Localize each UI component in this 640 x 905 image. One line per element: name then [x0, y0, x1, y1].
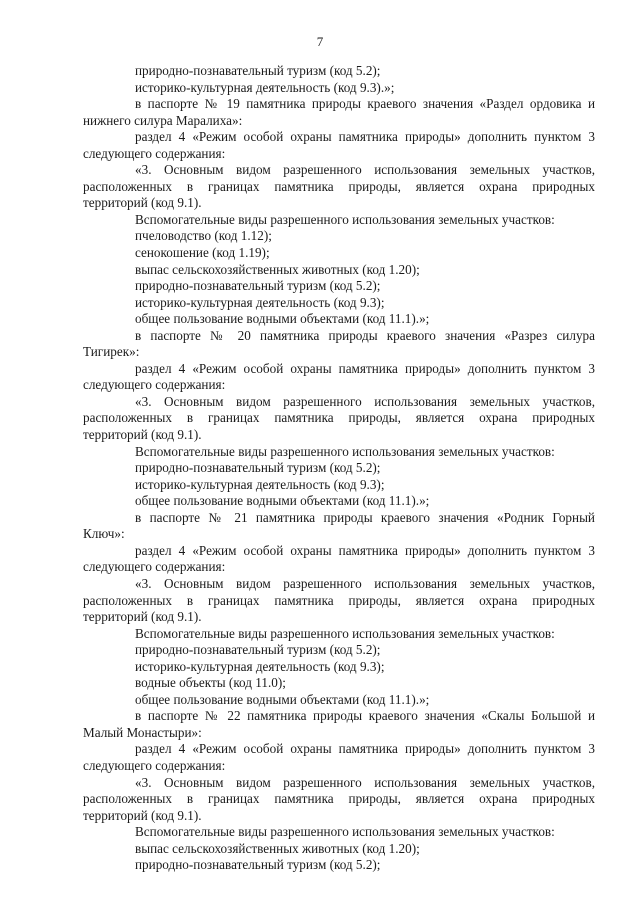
paragraph-line: следующего содержания:: [83, 757, 226, 773]
list-item: выпас сельскохозяйственных животных (код 1.20);: [135, 261, 420, 277]
list-item: общее пользование водными объектами (код 11.1).»;: [135, 493, 430, 509]
list-item: выпас сельскохозяйственных животных (код 1.20);: [135, 840, 420, 856]
paragraph-line: следующего содержания:: [83, 145, 226, 161]
paragraph-line: «3. Основным видом разрешенного использования земельных участков,: [135, 162, 595, 178]
paragraph-line: расположенных в границах памятника природы, является охрана природных: [83, 791, 595, 807]
paragraph-line: в паспорте № 19 памятника природы краевого значения «Раздел ордовика и: [135, 96, 595, 112]
list-item: историко-культурная деятельность (код 9.3);: [135, 294, 385, 310]
paragraph-line: территорий (код 9.1).: [83, 195, 202, 211]
paragraph-line: нижнего силура Маралиха»:: [83, 112, 243, 128]
list-item: историко-культурная деятельность (код 9.3);: [135, 476, 385, 492]
list-item: пчеловодство (код 1.12);: [135, 228, 272, 244]
document-body: [83, 63, 595, 874]
paragraph-line: территорий (код 9.1).: [83, 427, 202, 443]
paragraph-line: Вспомогательные виды разрешенного использования земельных участков:: [135, 625, 555, 641]
list-item: природно-познавательный туризм (код 5.2);: [135, 857, 381, 873]
paragraph-line: раздел 4 «Режим особой охраны памятника природы» дополнить пунктом 3: [135, 360, 595, 376]
paragraph-line: в паспорте № 22 памятника природы краевого значения «Скалы Большой и: [135, 708, 595, 724]
paragraph-line: Вспомогательные виды разрешенного использования земельных участков:: [135, 443, 555, 459]
paragraph-line: территорий (код 9.1).: [83, 807, 202, 823]
list-item: природно-познавательный туризм (код 5.2);: [135, 460, 381, 476]
paragraph-line: следующего содержания:: [83, 377, 226, 393]
paragraph-line: раздел 4 «Режим особой охраны памятника природы» дополнить пунктом 3: [135, 542, 595, 558]
paragraph-line: расположенных в границах памятника природы, является охрана природных: [83, 592, 595, 608]
page-number: 7: [316, 34, 324, 49]
paragraph-line: «3. Основным видом разрешенного использования земельных участков,: [135, 575, 595, 591]
paragraph-line: следующего содержания:: [83, 559, 226, 575]
paragraph-line: расположенных в границах памятника природы, является охрана природных: [83, 410, 595, 426]
list-item: общее пользование водными объектами (код 11.1).»;: [135, 311, 430, 327]
paragraph-line: раздел 4 «Режим особой охраны памятника природы» дополнить пунктом 3: [135, 741, 595, 757]
list-item: природно-познавательный туризм (код 5.2);: [135, 63, 381, 78]
paragraph-line: в паспорте № 21 памятника природы краевого значения «Родник Горный: [135, 509, 595, 525]
paragraph-line: Тигирек»:: [83, 344, 140, 360]
list-item: историко-культурная деятельность (код 9.3);: [135, 658, 385, 674]
list-item: историко-культурная деятельность (код 9.3).»;: [135, 79, 395, 95]
paragraph-line: Ключ»:: [83, 526, 125, 542]
paragraph-line: «3. Основным видом разрешенного использования земельных участков,: [135, 393, 595, 409]
list-item: природно-познавательный туризм (код 5.2);: [135, 278, 381, 294]
paragraph-line: Вспомогательные виды разрешенного использования земельных участков:: [135, 211, 555, 227]
list-item: природно-познавательный туризм (код 5.2);: [135, 642, 381, 658]
paragraph-line: в паспорте № 20 памятника природы краевого значения «Разрез силура: [135, 327, 595, 343]
paragraph-line: территорий (код 9.1).: [83, 609, 202, 625]
paragraph-line: раздел 4 «Режим особой охраны памятника природы» дополнить пунктом 3: [135, 129, 595, 145]
list-item: водные объекты (код 11.0);: [135, 675, 286, 691]
paragraph-line: расположенных в границах памятника природы, является охрана природных: [83, 178, 595, 194]
list-item: общее пользование водными объектами (код 11.1).»;: [135, 691, 430, 707]
paragraph-line: «3. Основным видом разрешенного использования земельных участков,: [135, 774, 595, 790]
list-item: сенокошение (код 1.19);: [135, 245, 270, 261]
paragraph-line: Малый Монастыри»:: [83, 724, 202, 740]
paragraph-line: Вспомогательные виды разрешенного использования земельных участков:: [135, 824, 555, 840]
